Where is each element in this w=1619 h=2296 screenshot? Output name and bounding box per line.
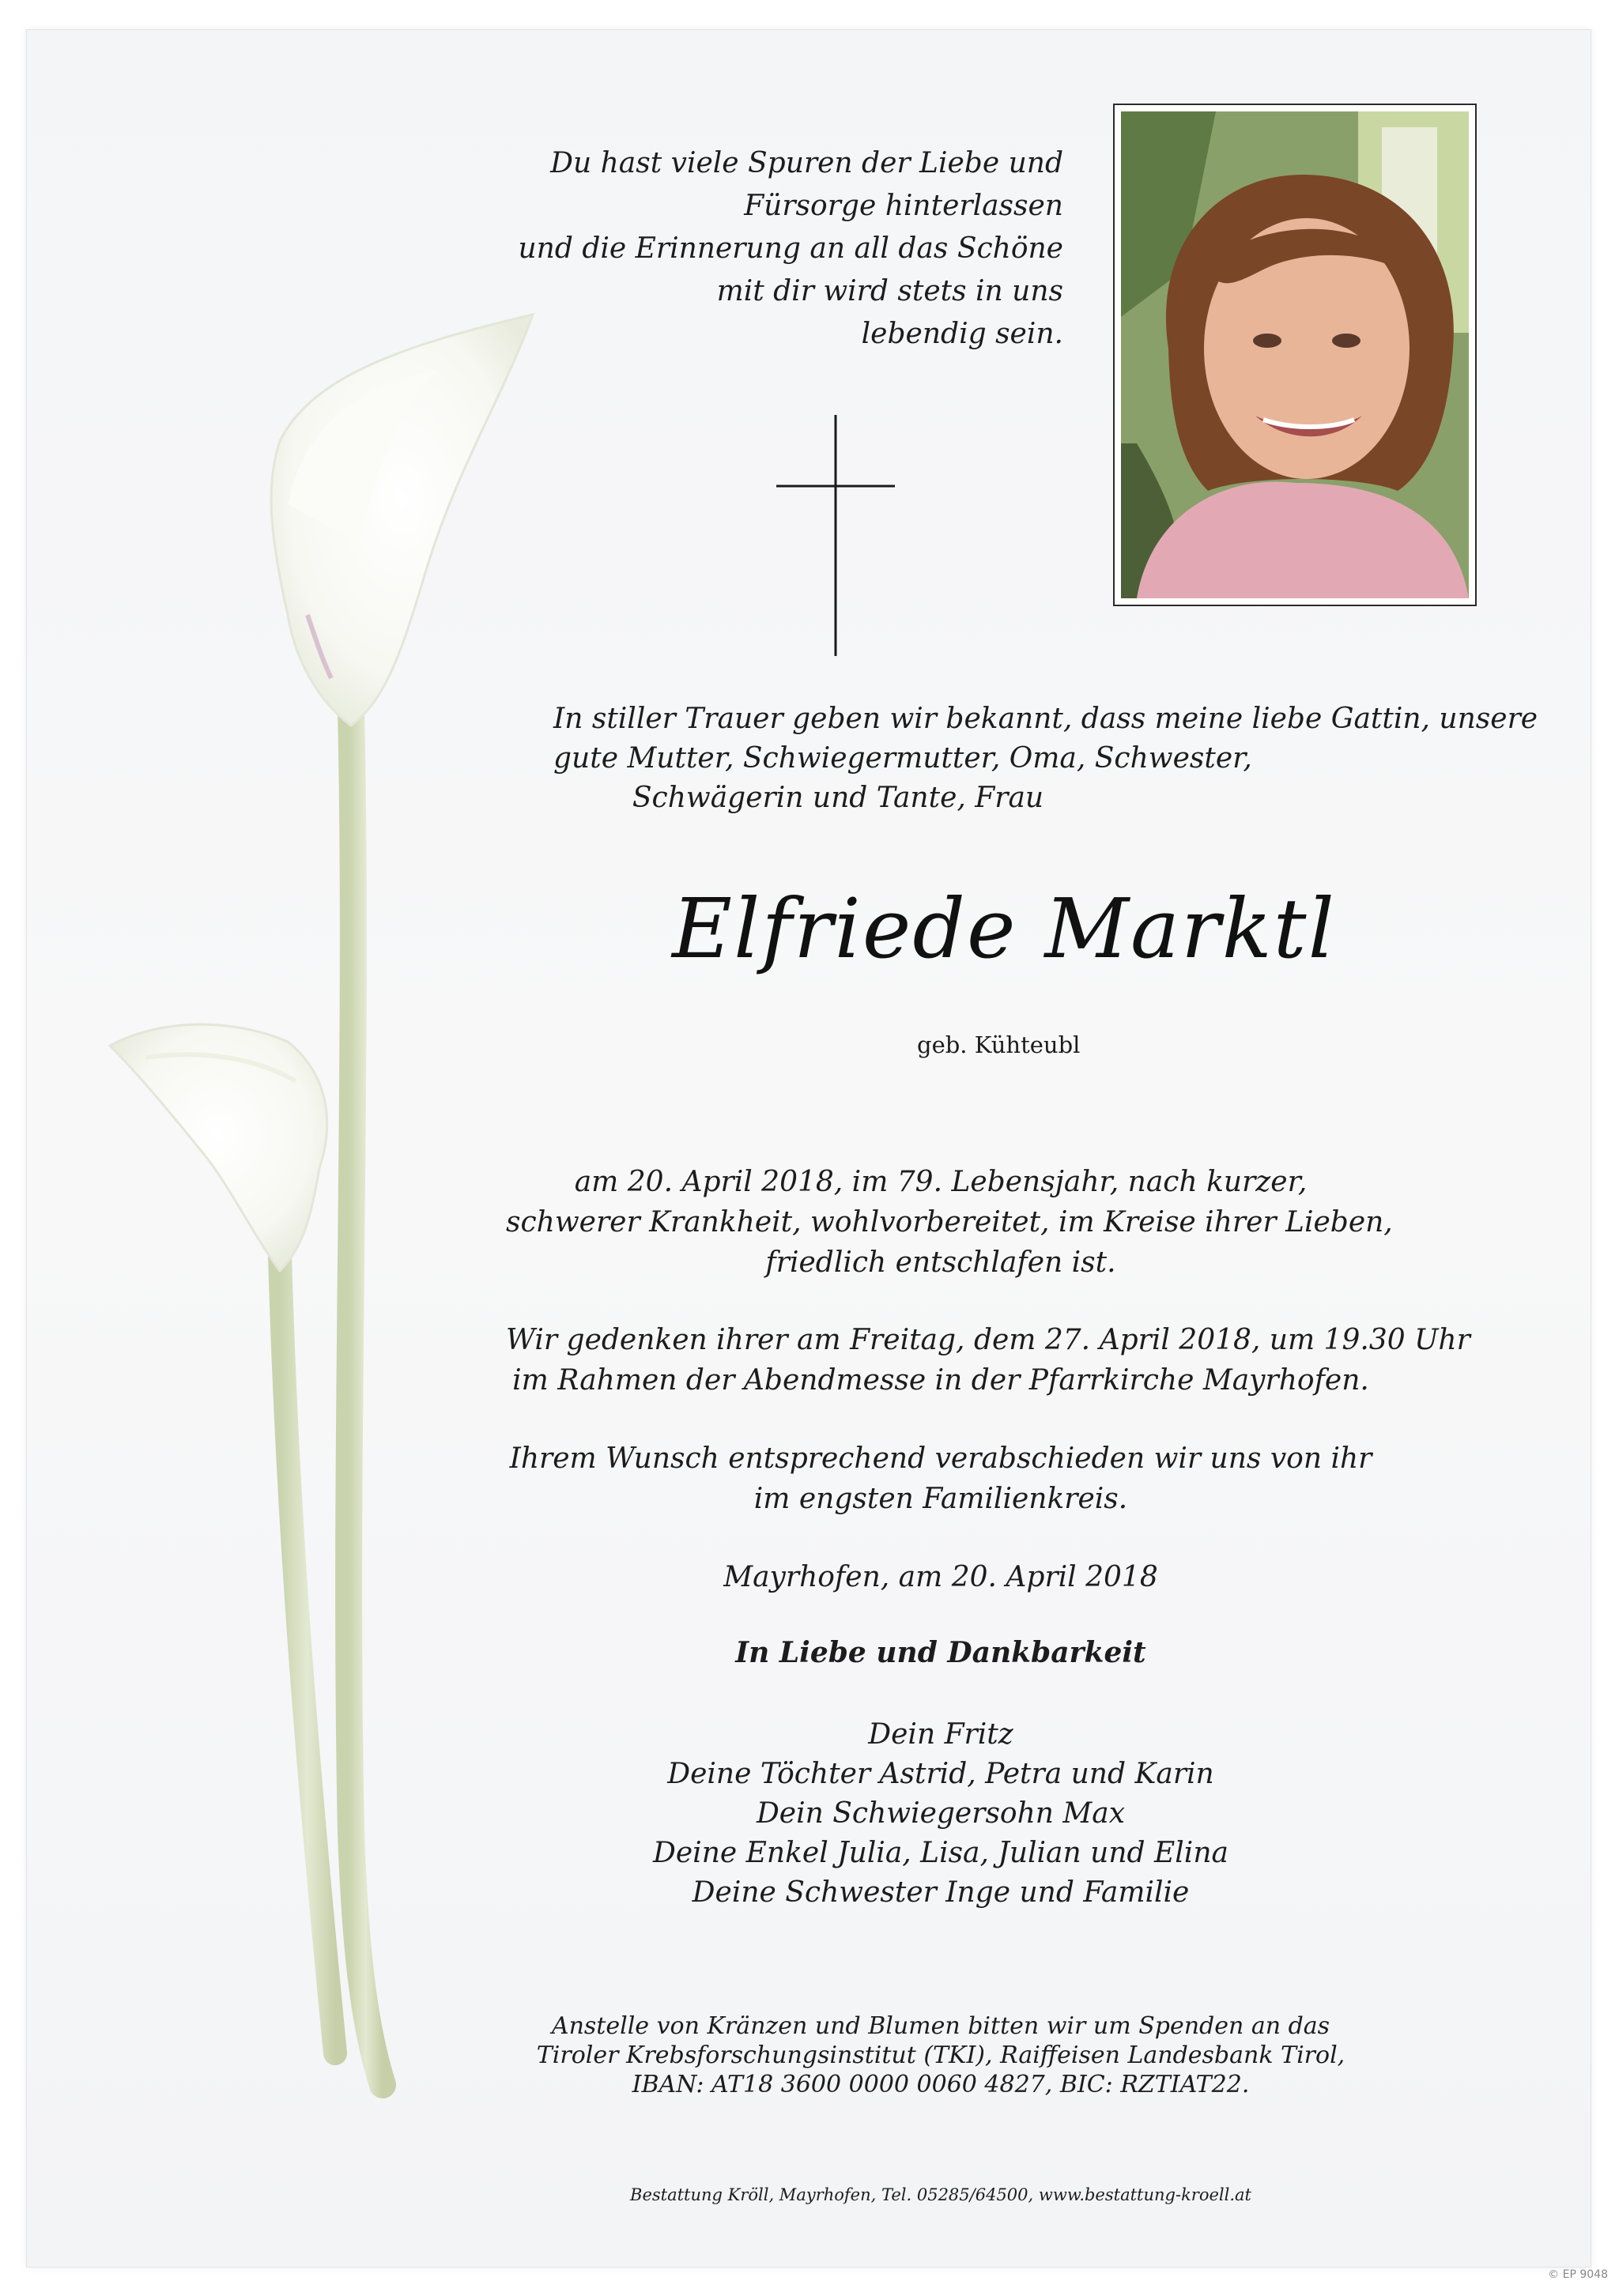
death-notice-line: am 20. April 2018, im 79. Lebensjahr, nach kurzer, (574, 1166, 1308, 1198)
motto-line: und die Erinnerung an all das Schöne (518, 232, 1063, 265)
donation-request (506, 2011, 1376, 2099)
memorial-line: im Rahmen der Abendmesse in der Pfarrkirche Mayrhofen. (512, 1364, 1369, 1397)
place-date (506, 1557, 1376, 1597)
memorial-motto (443, 142, 1063, 356)
donation-line: IBAN: AT18 3600 0000 0060 4827, BIC: RZTIAT22. (632, 2071, 1250, 2098)
donation-line: Anstelle von Kränzen und Blumen bitten wir um Spenden an das (551, 2012, 1330, 2040)
deceased-name: Elfriede Marktl (672, 880, 1336, 977)
product-code: © EP 9048 (1548, 2268, 1608, 2281)
cross-icon (776, 415, 895, 656)
farewell-note (506, 1438, 1376, 1519)
death-notice-line: friedlich entschlafen ist. (765, 1246, 1116, 1279)
motto-line: Fürsorge hinterlassen (744, 190, 1063, 222)
memorial-service (506, 1320, 1470, 1401)
place-date-line: Mayrhofen, am 20. April 2018 (723, 1561, 1158, 1593)
death-notice-line: schwerer Krankheit, wohlvorbereitet, im Kreise ihrer Lieben, (506, 1206, 1393, 1238)
mourner-entry: Deine Töchter Astrid, Petra und Karin (667, 1758, 1214, 1790)
funeral-home-footer: Bestattung Kröll, Mayrhofen, Tel. 05285/64500, www.bestattung-kroell.at (630, 2185, 1251, 2204)
intro-line: Schwägerin und Tante, Frau (632, 782, 1044, 814)
donation-line: Tiroler Krebsforschungsinstitut (TKI), Raiffeisen Landesbank Tirol, (536, 2042, 1345, 2069)
mourner-entry: Dein Schwiegersohn Max (756, 1797, 1126, 1830)
intro-line: In stiller Trauer geben wir bekannt, dass meine liebe Gattin, unsere (553, 703, 1538, 735)
death-notice (506, 1162, 1393, 1283)
closing-line: In Liebe und Dankbarkeit (735, 1636, 1146, 1669)
intro-line: gute Mutter, Schwiegermutter, Oma, Schwester, (553, 742, 1252, 775)
motto-line: lebendig sein. (861, 318, 1063, 350)
mourner-entry: Deine Enkel Julia, Lisa, Julian und Elina (653, 1837, 1228, 1869)
portrait-photo (1121, 111, 1469, 598)
motto-line: mit dir wird stets in uns (716, 275, 1063, 307)
maiden-name: geb. Kühteubl (917, 1031, 1081, 1058)
intro-text (553, 699, 1538, 818)
mourner-entry: Dein Fritz (868, 1718, 1013, 1751)
mourners-list (506, 1715, 1376, 1913)
farewell-line: Ihrem Wunsch entsprechend verabschieden wir uns von ihr (509, 1442, 1372, 1475)
farewell-line: im engsten Familienkreis. (753, 1483, 1128, 1515)
memorial-line: Wir gedenken ihrer am Freitag, dem 27. April 2018, um 19.30 Uhr (506, 1324, 1470, 1356)
portrait-frame (1115, 105, 1475, 605)
motto-line: Du hast viele Spuren der Liebe und (550, 147, 1063, 179)
mourner-entry: Deine Schwester Inge und Familie (692, 1876, 1190, 1909)
